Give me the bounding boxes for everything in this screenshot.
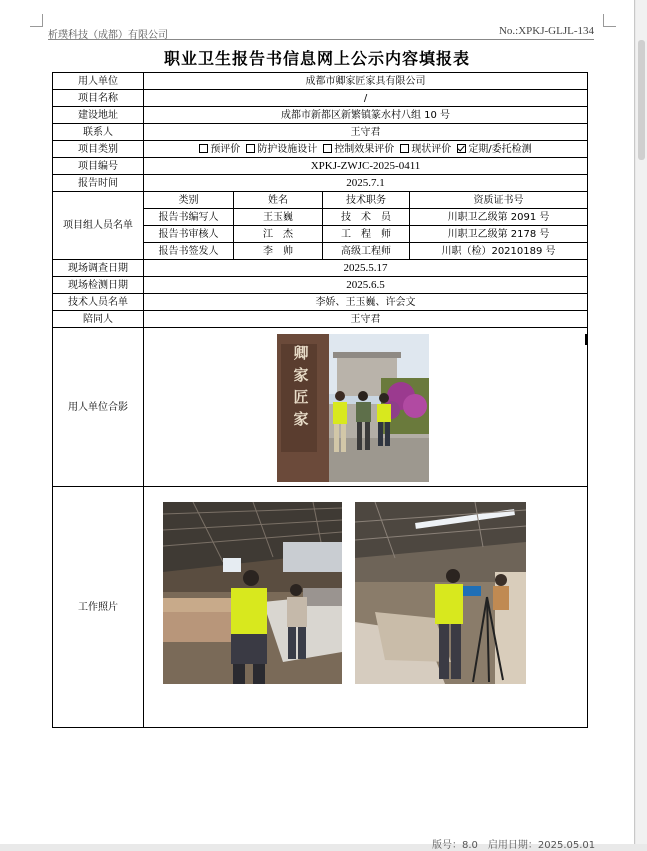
label-work-photos: 工作照片 — [53, 487, 144, 728]
team-role: 报告书编写人 — [144, 209, 234, 226]
project-type-option — [199, 144, 240, 155]
label-test-date: 现场检测日期 — [53, 277, 144, 294]
team-col-name: 姓名 — [234, 192, 323, 209]
team-cert: 川职卫乙级第 2091 号 — [410, 209, 588, 226]
row-escort — [53, 311, 588, 328]
row-project-name — [53, 90, 588, 107]
team-header-row — [53, 192, 588, 209]
row-work-photos — [53, 487, 588, 728]
project-type-option-label: 现状评价 — [411, 143, 452, 155]
project-type-option — [457, 144, 531, 155]
project-type-option — [400, 144, 451, 155]
row-project-type — [53, 141, 588, 158]
row-contact — [53, 124, 588, 141]
header-company: 析璞科技（成都）有限公司 — [48, 30, 168, 41]
team-role: 报告书审核人 — [144, 226, 234, 243]
project-type-options — [144, 141, 588, 158]
unchecked-box-icon — [323, 144, 332, 153]
disclosure-form-table — [52, 72, 588, 728]
label-survey-date: 现场调查日期 — [53, 260, 144, 277]
value-technicians: 李娇、王玉巍、许会文 — [144, 294, 588, 311]
unchecked-box-icon — [400, 144, 409, 153]
text-cursor — [585, 334, 587, 345]
team-col-role: 类别 — [144, 192, 234, 209]
worker-background — [493, 574, 509, 610]
sign-char: 卿 — [293, 344, 309, 362]
row-address — [53, 107, 588, 124]
label-project-type: 项目类别 — [53, 141, 144, 158]
page-title: 职业卫生报告书信息网上公示内容填报表 — [163, 49, 470, 68]
value-escort: 王守君 — [144, 311, 588, 328]
label-group-photo: 用人单位合影 — [53, 328, 144, 487]
team-title: 高级工程师 — [323, 243, 410, 260]
value-employer: 成都市卿家匠家具有限公司 — [144, 73, 588, 90]
project-type-option — [323, 144, 394, 155]
unchecked-box-icon — [199, 144, 208, 153]
sign-char: 家 — [293, 410, 309, 428]
label-employer: 用人单位 — [53, 73, 144, 90]
footer-version: 版号：8.0 启用日期：2025.05.01 — [432, 840, 596, 851]
team-title: 技 术 员 — [323, 209, 410, 226]
work-photo-right-image — [355, 502, 526, 684]
row-group-photo — [53, 328, 588, 487]
vertical-scrollbar[interactable] — [636, 0, 647, 844]
work-photo-right — [355, 502, 526, 684]
row-technicians — [53, 294, 588, 311]
team-name: 江 杰 — [234, 226, 323, 243]
team-col-cert: 资质证书号 — [410, 192, 588, 209]
label-escort: 陪同人 — [53, 311, 144, 328]
team-name: 王玉巍 — [234, 209, 323, 226]
crop-mark-top-left — [30, 14, 43, 27]
value-report-date: 2025.7.1 — [144, 175, 588, 192]
team-cert: 川职（检）20210189 号 — [410, 243, 588, 260]
value-address: 成都市新都区新繁镇篆水村八组 10 号 — [144, 107, 588, 124]
team-name: 李 帅 — [234, 243, 323, 260]
project-type-option-label: 定期/委托检测 — [468, 143, 532, 155]
label-team: 项目组人员名单 — [53, 192, 144, 260]
project-type-option-label: 防护设施设计 — [257, 143, 318, 155]
work-photo-left-image — [163, 502, 342, 684]
label-project-name: 项目名称 — [53, 90, 144, 107]
checked-box-icon — [457, 144, 466, 153]
value-test-date: 2025.6.5 — [144, 277, 588, 294]
label-report-date: 报告时间 — [53, 175, 144, 192]
team-role: 报告书签发人 — [144, 243, 234, 260]
unchecked-box-icon — [246, 144, 255, 153]
group-photo — [277, 334, 429, 482]
value-project-no: XPKJ-ZWJC-2025-0411 — [144, 158, 588, 175]
label-contact: 联系人 — [53, 124, 144, 141]
crop-mark-top-right — [603, 14, 616, 27]
row-employer — [53, 73, 588, 90]
row-project-no — [53, 158, 588, 175]
row-report-date — [53, 175, 588, 192]
team-title: 工 程 师 — [323, 226, 410, 243]
value-contact: 王守君 — [144, 124, 588, 141]
sign-char: 匠 — [293, 388, 309, 406]
project-type-option-label: 控制效果评价 — [334, 143, 395, 155]
label-address: 建设地址 — [53, 107, 144, 124]
team-col-title: 技术职务 — [323, 192, 410, 209]
sign-char: 家 — [293, 366, 309, 384]
value-survey-date: 2025.5.17 — [144, 260, 588, 277]
team-cert: 川职卫乙级第 2178 号 — [410, 226, 588, 243]
row-test-date — [53, 277, 588, 294]
group-photo-image — [277, 334, 429, 482]
project-type-option — [246, 144, 317, 155]
row-survey-date — [53, 260, 588, 277]
group-photo-cell — [144, 328, 588, 487]
label-technicians: 技术人员名单 — [53, 294, 144, 311]
header-rule — [48, 39, 594, 40]
work-photos-cell — [144, 487, 588, 728]
header-doc-number: No.:XPKJ-GLJL-134 — [498, 25, 594, 37]
scrollbar-thumb[interactable] — [638, 40, 645, 160]
label-project-no: 项目编号 — [53, 158, 144, 175]
value-project-name: / — [144, 90, 588, 107]
project-type-option-label: 预评价 — [210, 143, 241, 155]
work-photo-left — [163, 502, 342, 684]
